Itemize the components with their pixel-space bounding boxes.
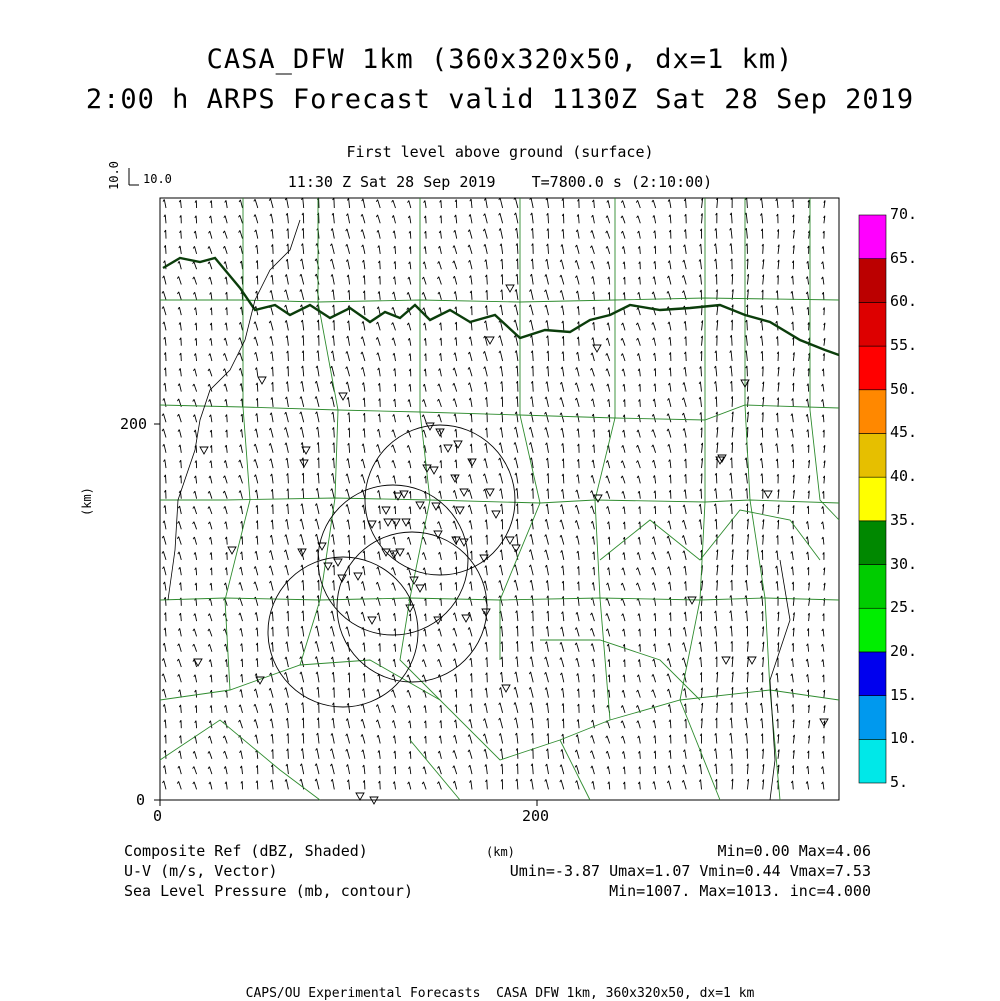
colorbar-level-label: 20. — [890, 641, 918, 660]
colorbar-level-label: 15. — [890, 685, 918, 704]
colorbar-swatch — [859, 565, 886, 609]
colorbar-level-label: 40. — [890, 467, 918, 486]
colorbar-level-label: 55. — [890, 336, 918, 355]
colorbar-swatch — [859, 390, 886, 434]
colorbar-level-label: 30. — [890, 554, 918, 573]
vector-ref-vertical-label: 10.0 — [107, 161, 121, 190]
x-tick-200: 200 — [522, 807, 550, 825]
colorbar-level-label: 10. — [890, 729, 918, 748]
footer-credit: CAPS/OU Experimental Forecasts CASA DFW 1km, 360x320x50, dx=1 km — [245, 986, 755, 1001]
vector-reference-arrow — [129, 168, 139, 185]
vector-ref-label: 10.0 — [143, 172, 172, 186]
colorbar-level-label: 35. — [890, 510, 918, 529]
legend-reflectivity-range: Min=0.00 Max=4.06 — [717, 842, 871, 860]
colorbar-swatch — [859, 259, 886, 303]
colorbar — [859, 215, 886, 783]
colorbar-swatch — [859, 302, 886, 346]
x-axis-label: (km) — [486, 845, 515, 859]
y-tick-200: 200 — [120, 415, 148, 433]
forecast-valid-title: 2:00 h ARPS Forecast valid 1130Z Sat 28 Sep 2019 — [85, 84, 915, 115]
y-axis-label: (km) — [80, 487, 94, 516]
colorbar-level-label: 50. — [890, 379, 918, 398]
colorbar-level-label: 45. — [890, 423, 918, 442]
colorbar-swatch — [859, 477, 886, 521]
legend-wind-range: Umin=-3.87 Umax=1.07 Vmin=0.44 Vmax=7.53 — [509, 862, 871, 880]
legend-pressure-range: Min=1007. Max=1013. inc=4.000 — [609, 882, 871, 900]
colorbar-swatch — [859, 521, 886, 565]
colorbar-swatch — [859, 696, 886, 740]
colorbar-swatch — [859, 739, 886, 783]
time-label: 11:30 Z Sat 28 Sep 2019 T=7800.0 s (2:10:00) — [287, 173, 713, 191]
legend-reflectivity: Composite Ref (dBZ, Shaded) — [124, 842, 368, 860]
colorbar-swatch — [859, 215, 886, 259]
level-label: First level above ground (surface) — [346, 143, 654, 161]
colorbar-level-label: 60. — [890, 292, 918, 311]
colorbar-swatch — [859, 346, 886, 390]
legend-pressure: Sea Level Pressure (mb, contour) — [124, 882, 413, 900]
legend-wind: U-V (m/s, Vector) — [124, 862, 278, 880]
colorbar-swatch — [859, 652, 886, 696]
plot-title: CASA_DFW 1km (360x320x50, dx=1 km) — [206, 44, 794, 75]
colorbar-swatch — [859, 608, 886, 652]
x-tick-0: 0 — [153, 807, 163, 825]
colorbar-swatch — [859, 433, 886, 477]
colorbar-level-label: 65. — [890, 248, 918, 267]
colorbar-level-label: 25. — [890, 598, 918, 617]
y-tick-0: 0 — [136, 791, 146, 809]
colorbar-level-label: 70. — [890, 205, 918, 223]
colorbar-level-label: 5. — [890, 773, 909, 791]
